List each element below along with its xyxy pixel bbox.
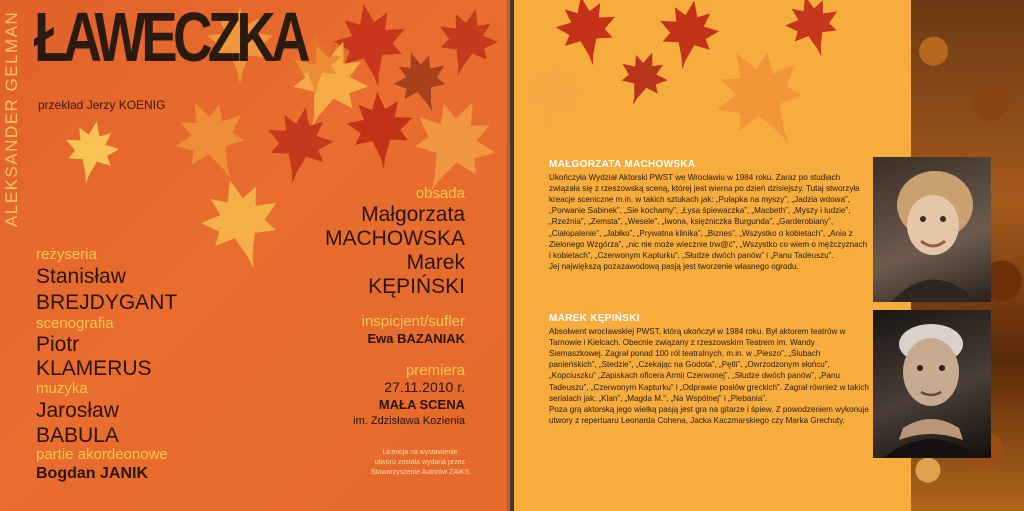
credit-role: muzyka — [36, 380, 88, 397]
cast-actor: MACHOWSKA — [324, 227, 465, 250]
leaf-decoration — [514, 0, 914, 160]
premiere-venue: MAŁA SCENA — [378, 397, 465, 412]
credit-last: BREJDYGANT — [36, 291, 178, 314]
credit-role: scenografia — [36, 315, 114, 332]
translator: przekład Jerzy KOENIG — [38, 98, 166, 112]
prompter-role: inspicjent/sufler — [361, 313, 465, 330]
left-page — [0, 0, 510, 511]
prompter-name: Ewa BAZANIAK — [367, 331, 465, 346]
bio-text: Absolwent wrocławskiej PWST, którą ukończył w 1984 roku. Był aktorem teatrów w Tarnowie i Kielcach. Obecnie związany z rzeszowskim Teatrem im. Wandy Siemaszkowej. Zagrał ponad 100 ról teatralnych, m.in. w „Pieszo”, „Ślubach panieńskich”, „Stedzie”, „Czekając na Godota”, „Pętli”, „Owrzodzonym słońcu”, „Kopciuszku” „Zapiskach oficera Armii Czerwonej”, „Słudze dwóch panów”, „Panu Tadeuszu”, „Czerwonym Kapturku” i „Odprawie posłów greckich”. Zagrał również w takich serialach jak: „Klan”, „Magda M.”, „Na Wspólnej” i „Plebania”. — [549, 326, 869, 403]
cast-role: obsada — [415, 185, 465, 202]
bio-heading: MAŁGORZATA MACHOWSKA — [549, 159, 696, 170]
right-page — [514, 0, 1024, 511]
author-name: ALEKSANDER GELMAN — [2, 10, 21, 228]
portrait-kepinski — [873, 310, 991, 458]
credit-last: BABULA — [36, 424, 119, 447]
cast-actor: Małgorzata — [361, 203, 465, 226]
bio-extra: Poza grą aktorską jego wielką pasją jest gra na gitarze i śpiew. Z powodzeniem wykonuje utwory z repertuaru Leonarda Cohena, Jacka Kaczmarskiego czy Marka Grechuty. — [549, 404, 869, 426]
bio-heading: MAREK KĘPIŃSKI — [549, 313, 640, 324]
bio-extra: Jej największą pozazawodową pasją jest tworzenie własnego ogrodu. — [549, 262, 799, 272]
credit-role: partie akordeonowe — [36, 446, 168, 463]
portrait-woman-icon — [873, 157, 991, 302]
premiere-venue-sub: im. Zdzisława Kozienia — [353, 415, 465, 427]
bio-machowska — [549, 158, 869, 272]
premiere-date: 27.11.2010 r. — [384, 379, 465, 395]
credit-first: Stanisław — [36, 265, 126, 288]
portrait-machowska — [873, 157, 991, 302]
premiere-role: premiera — [405, 362, 465, 379]
credit-role: reżyseria — [36, 246, 97, 263]
license-note: Licencja na wystawienie utworu została wydana przez Stowarzyszenie Autorów ZAiKS — [370, 449, 470, 477]
portrait-man-icon — [873, 310, 991, 458]
credit-name: Bogdan JANIK — [36, 465, 148, 482]
bio-text: Ukończyła Wydział Aktorski PWST we Wrocławiu w 1984 roku. Zaraz po studiach związała się z rzeszowską sceną, której jest wierna po dzień dzisiejszy. Tutaj stworzyła kreacje sceniczne m.in. w takich sztukach jak: „Pułapka na myszy”, „Jadzia wdowa”, „Porwanie Sabinek”, „Sie kochamy”, „Łysa śpiewaczka”, „Macbeth”, „Myszy i ludzie”, „Rzeźnia”, „Zemsta”, „Wesele”, „Iwona, księżniczka Burgunda”, „Garderobiany”, „Ciałopalenie”, „Jabłko”, „Prywatna klinika”, „Biznes”, „Wszystko o kobietach”, „Ania z Zielonego Wzgórza”, „nic nie może wiecznie trw@ć”, „Wszystko co wiem o mężczyznach i kobietach”, „Czerwonym Kapturku”, „Słudze dwóch panów” i „Panu Tadeuszu”. — [549, 172, 868, 260]
credit-last: KLAMERUS — [36, 357, 152, 380]
cast-actor: Marek — [406, 251, 465, 274]
cast-actor: KĘPIŃSKI — [368, 275, 465, 298]
play-title: ŁAWECZKA — [34, 0, 306, 76]
credit-first: Piotr — [36, 333, 80, 356]
credit-first: Jarosław — [36, 399, 119, 422]
bio-kepinski — [549, 312, 869, 426]
